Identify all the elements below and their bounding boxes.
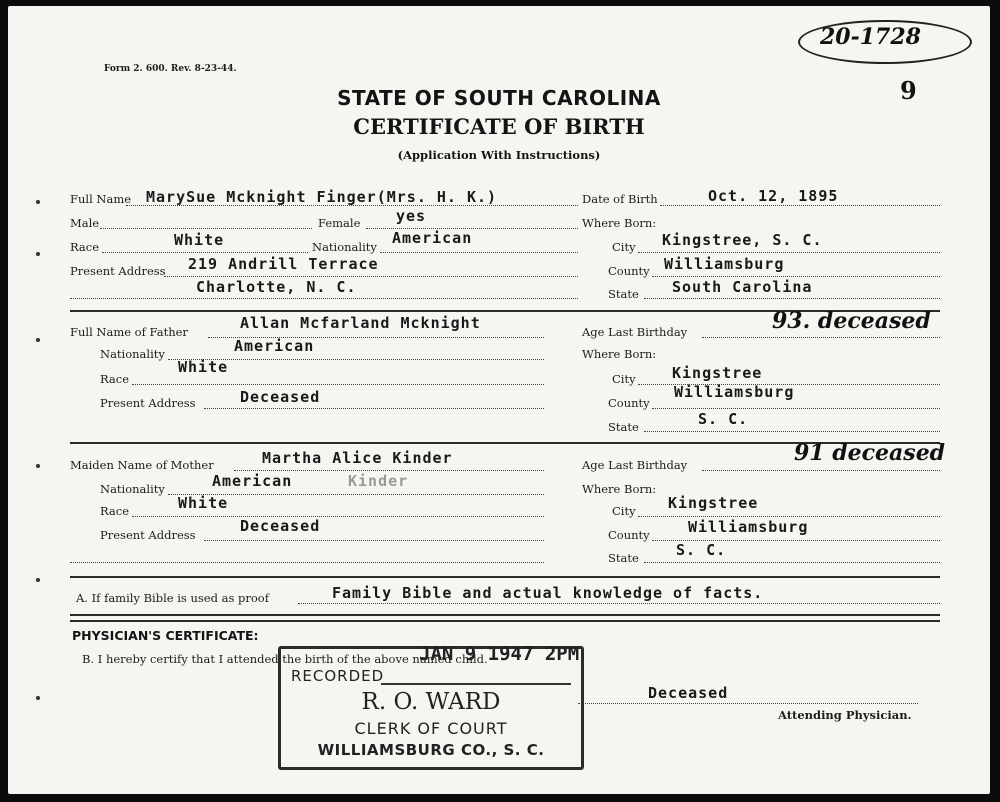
father-age-line xyxy=(702,337,940,338)
father-race-value: White xyxy=(178,358,229,376)
form-number: Form 2. 600. Rev. 8-23-44. xyxy=(104,64,237,74)
state-value: South Carolina xyxy=(672,278,813,296)
father-address-line xyxy=(204,408,544,409)
father-nationality-value: American xyxy=(234,337,315,355)
stamp-county: WILLIAMSBURG CO., S. C. xyxy=(317,741,545,759)
stamp-name: R. O. WARD xyxy=(361,689,501,715)
race-value: White xyxy=(174,231,225,249)
father-address-label: Present Address xyxy=(100,396,196,410)
city-line xyxy=(638,252,940,253)
state-label: State xyxy=(608,287,639,301)
father-state-line xyxy=(644,431,940,432)
father-age-value: 93. deceased xyxy=(772,308,931,334)
mother-age-value: 91 deceased xyxy=(794,440,946,466)
file-number-oval xyxy=(798,20,972,64)
full-name-value: MarySue Mcknight Finger(Mrs. H. K.) xyxy=(146,188,498,206)
male-label: Male xyxy=(70,216,100,230)
mother-nationality-struck: Kinder xyxy=(348,472,409,490)
nationality-value: American xyxy=(392,229,473,247)
father-age-label: Age Last Birthday xyxy=(582,325,688,339)
address-line-2 xyxy=(70,298,578,299)
father-race-label: Race xyxy=(100,372,130,386)
margin-dot xyxy=(36,252,40,256)
mother-county-label: County xyxy=(608,528,650,542)
section-divider xyxy=(70,614,940,616)
female-label: Female xyxy=(318,216,361,230)
father-city-value: Kingstree xyxy=(672,364,763,382)
stamp-divider xyxy=(381,683,571,685)
nationality-label: Nationality xyxy=(312,240,377,254)
margin-dot xyxy=(36,696,40,700)
mother-age-line xyxy=(702,470,940,471)
father-state-value: S. C. xyxy=(698,410,749,428)
physician-certify-text: B. I hereby certify that I attended the birth of the above named child. xyxy=(82,652,488,666)
city-label: City xyxy=(612,240,636,254)
father-name-label: Full Name of Father xyxy=(70,325,188,339)
father-race-line xyxy=(132,384,544,385)
race-label: Race xyxy=(70,240,100,254)
physician-value: Deceased xyxy=(648,684,729,702)
nationality-line xyxy=(380,252,578,253)
mother-county-value: Williamsburg xyxy=(688,518,809,536)
father-county-value: Williamsburg xyxy=(674,383,795,401)
dob-line xyxy=(660,205,940,206)
father-name-value: Allan Mcfarland Mcknight xyxy=(240,314,481,332)
mother-nationality-value: American xyxy=(212,472,293,490)
birth-certificate xyxy=(8,6,990,794)
mother-address-label: Present Address xyxy=(100,528,196,542)
address-line1-value: 219 Andrill Terrace xyxy=(188,255,379,273)
county-value: Williamsburg xyxy=(664,255,785,273)
certificate-title: CERTIFICATE OF BIRTH xyxy=(353,114,645,139)
father-address-value: Deceased xyxy=(240,388,321,406)
bible-proof-label: A. If family Bible is used as proof xyxy=(76,591,269,605)
female-value: yes xyxy=(396,207,427,225)
address-line-1 xyxy=(164,276,578,277)
mother-name-label: Maiden Name of Mother xyxy=(70,458,214,472)
bible-proof-line xyxy=(298,603,940,604)
state-line xyxy=(644,298,940,299)
file-number-handwritten: 20-1728 xyxy=(820,24,921,50)
father-nationality-label: Nationality xyxy=(100,347,165,361)
race-line xyxy=(102,252,308,253)
date-of-birth-value: Oct. 12, 1895 xyxy=(708,187,839,205)
physician-sign-line xyxy=(578,703,918,704)
father-county-line xyxy=(652,408,940,409)
male-line xyxy=(100,228,312,229)
mother-age-label: Age Last Birthday xyxy=(582,458,688,472)
mother-extra-line xyxy=(70,562,544,563)
county-line xyxy=(652,276,940,277)
physician-heading: PHYSICIAN'S CERTIFICATE: xyxy=(72,628,259,643)
recorded-stamp xyxy=(278,643,584,770)
city-value: Kingstree, S. C. xyxy=(662,231,823,249)
section-divider xyxy=(70,576,940,578)
father-city-label: City xyxy=(612,372,636,386)
section-divider-double xyxy=(70,620,940,622)
county-label: County xyxy=(608,264,650,278)
stamp-date: JAN 9 1947 2PM xyxy=(419,643,580,665)
mother-city-line xyxy=(638,516,940,517)
stamp-title: CLERK OF COURT xyxy=(354,719,508,738)
mother-race-label: Race xyxy=(100,504,130,518)
attending-physician-label: Attending Physician. xyxy=(778,708,912,722)
mother-race-value: White xyxy=(178,494,229,512)
certificate-subtitle: (Application With Instructions) xyxy=(397,148,601,162)
full-name-label: Full Name xyxy=(70,192,132,206)
margin-dot xyxy=(36,464,40,468)
mother-city-value: Kingstree xyxy=(668,494,759,512)
margin-dot xyxy=(36,338,40,342)
stamp-recorded: RECORDED xyxy=(291,667,385,685)
mother-nationality-label: Nationality xyxy=(100,482,165,496)
father-where-born-label: Where Born: xyxy=(582,347,657,361)
father-county-label: County xyxy=(608,396,650,410)
father-state-label: State xyxy=(608,420,639,434)
present-address-label: Present Address xyxy=(70,264,166,278)
date-of-birth-label: Date of Birth xyxy=(582,192,658,206)
state-heading: STATE OF SOUTH CAROLINA xyxy=(337,86,661,110)
bible-proof-value: Family Bible and actual knowledge of facts. xyxy=(332,584,764,602)
mother-address-line xyxy=(204,540,544,541)
mother-name-line xyxy=(234,470,544,471)
margin-dot xyxy=(36,200,40,204)
mother-address-value: Deceased xyxy=(240,517,321,535)
margin-dot xyxy=(36,578,40,582)
mother-state-value: S. C. xyxy=(676,541,727,559)
mother-name-value: Martha Alice Kinder xyxy=(262,449,453,467)
mother-city-label: City xyxy=(612,504,636,518)
page-number: 9 xyxy=(900,76,917,105)
mother-race-line xyxy=(132,516,544,517)
mother-state-label: State xyxy=(608,551,639,565)
mother-state-line xyxy=(644,562,940,563)
address-line2-value: Charlotte, N. C. xyxy=(196,278,357,296)
mother-where-born-label: Where Born: xyxy=(582,482,657,496)
where-born-label: Where Born: xyxy=(582,216,657,230)
